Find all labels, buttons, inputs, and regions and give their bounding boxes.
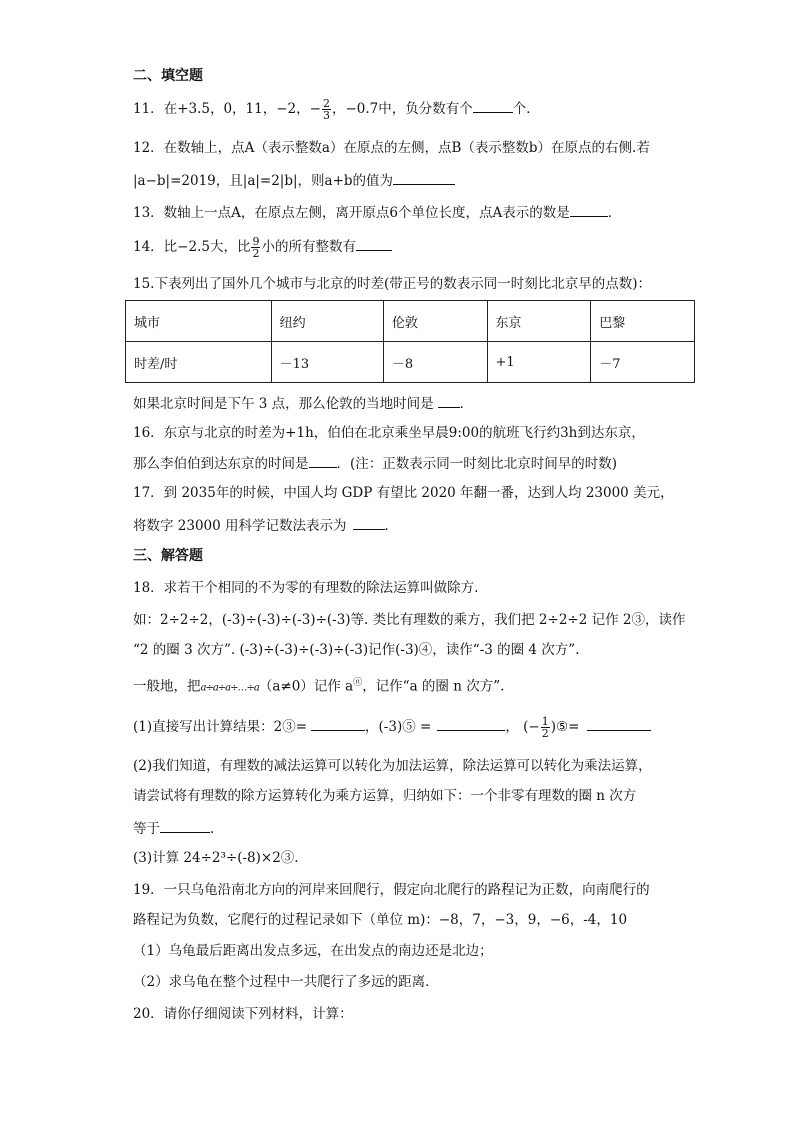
table-cell: 纽约 — [271, 301, 383, 342]
question-18-part3: (3)计算 24÷2³÷(-8)×2③. — [133, 850, 299, 866]
answer-blank[interactable] — [311, 716, 365, 731]
question-18-part2-line3: 等于 . — [133, 818, 214, 839]
question-18-part1: (1)直接写出计算结果：2③= ，(-3)⑤ = ， (− $\frac{1}{2}$ )⑤= — [133, 716, 651, 739]
question-18-part2-line2: 请尝试将有理数的除方运算转化为乘方运算，归纳如下：一个非零有理数的圈 n 次方 — [133, 788, 637, 804]
question-18-line4: 一般地，把a÷a÷a÷…÷a（a≠0）记作 aⓝ，记作“a 的圈 n 次方”. — [133, 678, 505, 695]
question-20-line1: 20．请你仔细阅读下列材料，计算： — [133, 1006, 353, 1022]
fraction: $\frac{9}{2}$ — [252, 235, 260, 260]
question-17-line1: 17．到 2035年的时候，中国人均 GDP 有望比 2020 年翻一番，达到人均 23000 美元， — [133, 485, 674, 501]
answer-blank[interactable] — [587, 716, 651, 731]
answer-blank[interactable] — [309, 453, 337, 468]
question-17-line2: 将数字 23000 用科学记数法表示为 ． — [133, 515, 398, 536]
question-19-line2: 路程记为负数，它爬行的过程记录如下（单位 m)：−8，7，−3，9，−6，-4，10 — [133, 912, 628, 928]
answer-blank[interactable] — [437, 716, 505, 731]
question-15-followup: 如果北京时间是下午 3 点，那么伦敦的当地时间是 ． — [133, 393, 473, 414]
question-18-line2: 如：2÷2÷2，(-3)÷(-3)÷(-3)÷(-3)等. 类比有理数的乘方，我们把 2÷2÷2 记作 2③，读作 — [133, 612, 686, 628]
fraction: $\frac{2}{3}$ — [322, 97, 330, 122]
question-18-line3: “2 的圈 3 次方”. (-3)÷(-3)÷(-3)÷(-3)记作(-3)④，读作“-3 的圈 4 次方”. — [133, 642, 580, 658]
table-cell: －13 — [271, 342, 383, 383]
answer-blank[interactable] — [353, 515, 385, 530]
table-cell: －8 — [383, 342, 487, 383]
table-cell: 城市 — [126, 301, 272, 342]
answer-blank[interactable] — [438, 393, 460, 408]
section-heading-fill-in: 二、填空题 — [133, 68, 203, 84]
question-14: 14．比−2.5大，比 $\frac{9}{2}$ 小的所有整数有 — [133, 236, 392, 259]
table-cell: 东京 — [487, 301, 591, 342]
garbled-expression: a÷a÷a÷…÷a — [200, 682, 259, 694]
question-12-line1: 12．在数轴上，点A（表示整数a）在原点的左侧，点B（表示整数b）在原点的右侧.若 — [133, 140, 650, 156]
answer-blank[interactable] — [393, 170, 455, 185]
fraction: $\frac{1}{2}$ — [541, 715, 549, 740]
question-18-line1: 18．求若干个相同的不为零的有理数的除法运算叫做除方. — [133, 580, 479, 596]
answer-blank[interactable] — [356, 236, 392, 251]
table-row — [126, 301, 695, 342]
question-19-part2: （2）求乌龟在整个过程中一共爬行了多远的距离． — [133, 974, 439, 990]
table-cell: 时差/时 — [126, 342, 272, 383]
answer-blank[interactable] — [160, 818, 210, 833]
answer-blank[interactable] — [473, 98, 513, 113]
table-cell: +1 — [487, 342, 591, 383]
question-12-line2: |a−b|=2019，且|a|=2|b|，则a+b的值为 — [133, 170, 455, 191]
question-19-part1: （1）乌龟最后距离出发点多远，在出发点的南边还是北边； — [133, 943, 493, 959]
table-cell: 巴黎 — [591, 301, 695, 342]
question-16-line2: 那么李伯伯到达东京的时间是 ．(注：正数表示同一时刻比北京时间早的时数) — [133, 453, 617, 474]
table-row — [126, 342, 695, 383]
question-18-part2-line1: (2)我们知道，有理数的减法运算可以转化为加法运算，除法运算可以转化为乘法运算， — [133, 758, 652, 774]
question-19-line1: 19．一只乌龟沿南北方向的河岸来回爬行，假定向北爬行的路程记为正数，向南爬行的 — [133, 882, 650, 898]
question-11: 11．在+3.5，0，11，−2，− $\frac{2}{3}$ ，−0.7中，负分数有个 个． — [133, 97, 540, 122]
time-difference-table — [125, 300, 695, 383]
answer-blank[interactable] — [570, 202, 608, 217]
question-15-intro: 15.下表列出了国外几个城市与北京的时差(带正号的数表示同一时刻比北京早的点数)： — [133, 276, 652, 292]
table-cell: 伦敦 — [383, 301, 487, 342]
table-cell: －7 — [591, 342, 695, 383]
question-16-line1: 16．东京与北京的时差为+1h，伯伯在北京乘坐早晨9:00的航班飞行约3h到达东京， — [133, 425, 645, 441]
question-13: 13．数轴上一点A，在原点左侧，离开原点6个单位长度，点A表示的数是 ． — [133, 202, 621, 223]
section-heading-problems: 三、解答题 — [133, 548, 203, 564]
